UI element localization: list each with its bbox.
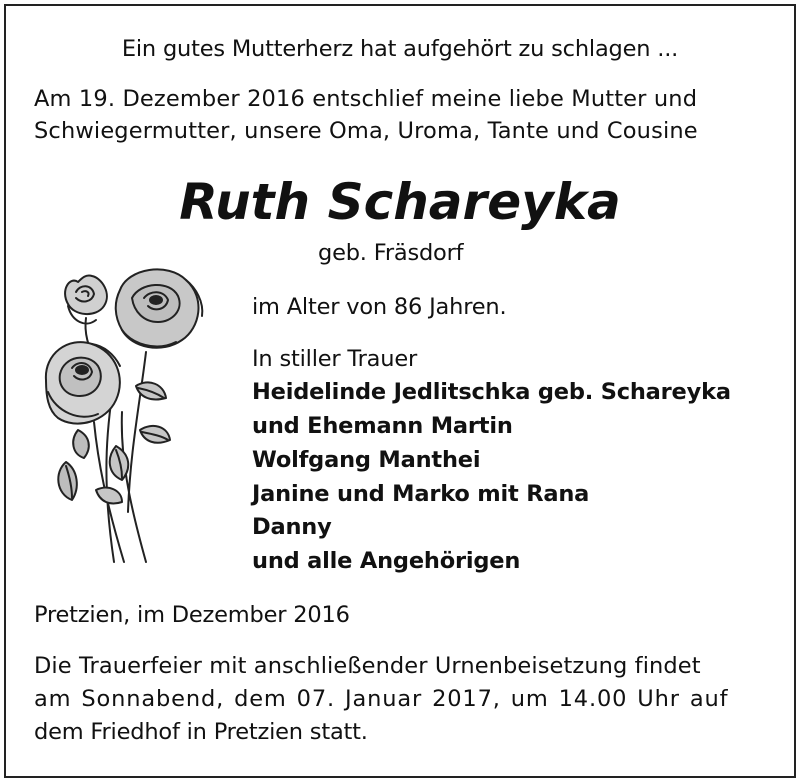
maiden-name: geb. Fräsdorf xyxy=(318,240,464,266)
mourner-line: und Ehemann Martin xyxy=(252,413,513,439)
place-date: Pretzien, im Dezember 2016 xyxy=(34,602,350,628)
deceased-name: Ruth Schareyka xyxy=(179,173,621,231)
mourner-line: Heidelinde Jedlitschka geb. Schareyka xyxy=(252,379,731,405)
funeral-line-2: am Sonnabend, dem 07. Januar 2017, um 14.00 Uhr auf xyxy=(34,686,729,712)
mourning-intro: In stiller Trauer xyxy=(252,346,418,372)
funeral-line-1: Die Trauerfeier mit anschließender Urnenbeisetzung findet xyxy=(34,653,701,679)
funeral-line-3: dem Friedhof in Pretzien statt. xyxy=(34,719,368,745)
announcement-line-2: Schwiegermutter, unsere Oma, Uroma, Tante und Cousine xyxy=(34,118,698,144)
announcement-line-1: Am 19. Dezember 2016 entschlief meine liebe Mutter und xyxy=(34,86,698,112)
mourner-line: Wolfgang Manthei xyxy=(252,447,481,473)
mourner-line: Danny xyxy=(252,514,332,540)
mourner-line: Janine und Marko mit Rana xyxy=(252,481,590,507)
mourner-line: und alle Angehörigen xyxy=(252,548,521,574)
age-text: im Alter von 86 Jahren. xyxy=(252,294,507,320)
intro-text: Ein gutes Mutterherz hat aufgehört zu schlagen ... xyxy=(121,36,679,62)
roses-illustration-icon xyxy=(36,262,216,582)
